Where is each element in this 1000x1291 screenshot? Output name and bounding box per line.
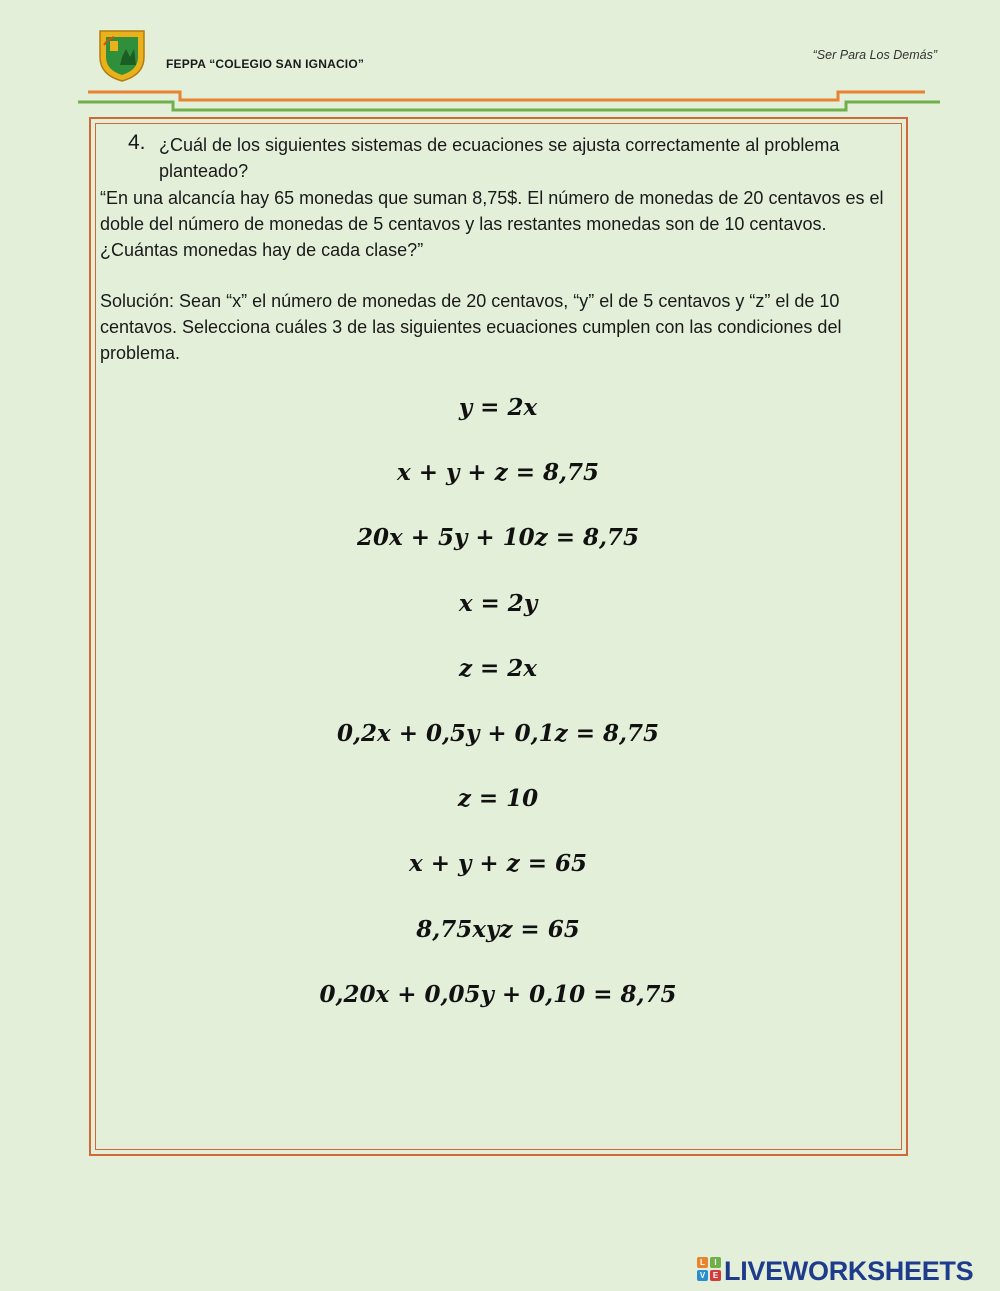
badge-letter: I [710,1257,721,1268]
equation-option[interactable]: 8,75xyz = 65 [416,915,580,943]
question-number: 4. [128,131,146,154]
school-motto: “Ser Para Los Demás” [812,48,937,62]
question-text: ¿Cuál de los siguientes sistemas de ecuaciones se ajusta correctamente al problema planteado? [159,135,840,181]
problem-statement: “En una alcancía hay 65 monedas que suman 8,75$. El número de monedas de 20 centavos es el doble del número de monedas de 5 centavos y las restantes monedas son de 10 centavos. ¿Cuántas monedas hay de cada clase?” [100,188,884,260]
equation-option[interactable]: x + y + z = 65 [408,850,587,878]
equation-option[interactable]: 0,20x + 0,05y + 0,10 = 8,75 [319,980,677,1008]
equation-option[interactable]: x + y + z = 8,75 [396,459,599,487]
brand-wordmark: LIVEWORKSHEETS [724,1256,974,1286]
equation-option[interactable]: z = 2x [458,654,538,682]
equation-options [100,383,896,1035]
badge-letter: L [697,1257,708,1268]
equation-option[interactable]: 20x + 5y + 10z = 8,75 [356,524,640,552]
liveworksheets-branding [697,1256,997,1286]
equation-option[interactable]: 0,2x + 0,5y + 0,1z = 8,75 [336,719,660,747]
equation-option[interactable]: z = 10 [457,785,539,813]
school-name: FEPPA “COLEGIO SAN IGNACIO” [166,57,365,71]
badge-letter: V [697,1270,708,1281]
school-crest-logo [96,27,148,83]
live-badge-icon [697,1257,721,1281]
header-decorative-lines [0,85,1000,115]
solution-instructions: Solución: Sean “x” el número de monedas de 20 centavos, “y” el de 5 centavos y “z” el de 10 centavos. Selecciona cuáles 3 de las siguientes ecuaciones cumplen con las condiciones del problema. [100,291,842,363]
equation-option[interactable]: x = 2y [458,589,538,617]
badge-letter: E [710,1270,721,1281]
equation-option[interactable]: y = 2x [458,394,538,421]
